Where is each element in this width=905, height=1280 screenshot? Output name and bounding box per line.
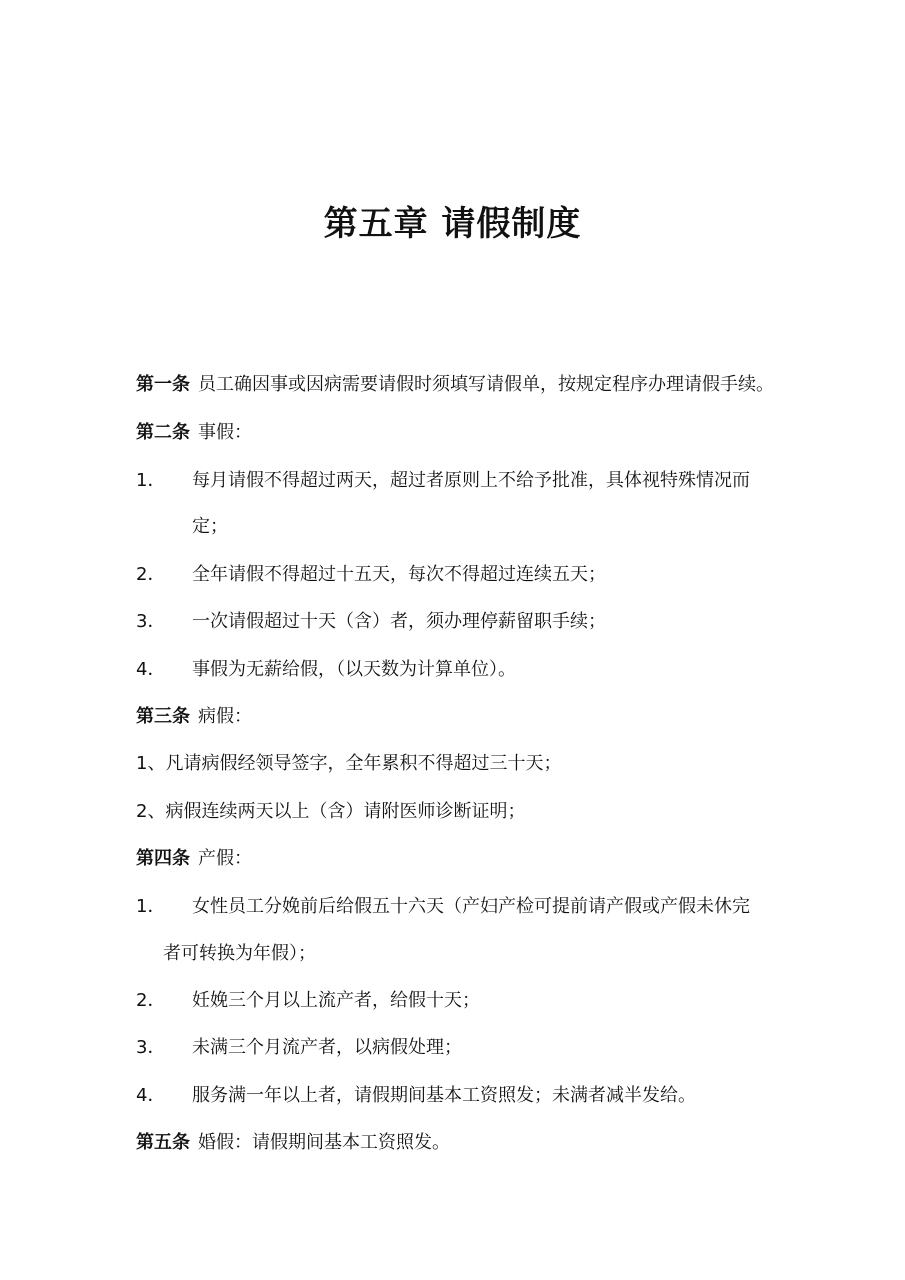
article-2-item-1-continuation: 定； xyxy=(192,516,228,537)
article-4-item-1-number: 1． xyxy=(136,896,166,917)
article-5-text: 婚假：请假期间基本工资照发。 xyxy=(198,1132,450,1153)
article-4-label: 第四条 xyxy=(136,848,190,869)
article-2-item-4-text: 事假为无薪给假，（以天数为计算单位）。 xyxy=(192,659,516,680)
article-2-item-2-text: 全年请假不得超过十五天，每次不得超过连续五天； xyxy=(192,564,606,585)
article-2-item-1-number: 1． xyxy=(136,470,166,491)
article-3-text: 病假： xyxy=(198,706,252,727)
article-2-item-4-number: 4． xyxy=(136,659,166,680)
article-2-item-3-text: 一次请假超过十天（含）者，须办理停薪留职手续； xyxy=(192,611,606,632)
article-4-item-3-number: 3． xyxy=(136,1037,166,1058)
article-2-text: 事假： xyxy=(198,422,252,443)
article-4-item-2-text: 妊娩三个月以上流产者，给假十天； xyxy=(192,990,480,1011)
chapter-title: 第五章 请假制度 xyxy=(323,204,582,244)
article-1-text: 员工确因事或因病需要请假时须填写请假单，按规定程序办理请假手续。 xyxy=(198,374,774,395)
article-2-item-2-number: 2． xyxy=(136,564,166,585)
article-5 xyxy=(136,1131,450,1155)
article-2-item-3-number: 3． xyxy=(136,611,166,632)
article-3-label: 第三条 xyxy=(136,706,190,727)
article-2 xyxy=(136,421,252,445)
article-3-item-2: 2、病假连续两天以上（含）请附医师诊断证明； xyxy=(136,801,526,822)
article-2-label: 第二条 xyxy=(136,422,190,443)
article-4-item-4-text: 服务满一年以上者，请假期间基本工资照发；未满者减半发给。 xyxy=(192,1085,696,1106)
article-4-text: 产假： xyxy=(198,848,252,869)
article-4 xyxy=(136,847,252,871)
article-1 xyxy=(136,373,774,397)
article-4-item-1-text: 女性员工分娩前后给假五十六天（产妇产检可提前请产假或产假未休完 xyxy=(192,896,750,917)
article-1-label: 第一条 xyxy=(136,374,190,395)
article-5-label: 第五条 xyxy=(136,1132,190,1153)
article-4-item-4-number: 4． xyxy=(136,1085,166,1106)
article-4-item-1-continuation: 者可转换为年假）； xyxy=(163,943,316,964)
article-4-item-2-number: 2． xyxy=(136,990,166,1011)
article-3 xyxy=(136,705,252,729)
article-3-item-1: 1、凡请病假经领导签字，全年累积不得超过三十天； xyxy=(136,753,562,774)
article-4-item-3-text: 未满三个月流产者，以病假处理； xyxy=(192,1037,462,1058)
article-2-item-1-text: 每月请假不得超过两天，超过者原则上不给予批准，具体视特殊情况而 xyxy=(192,470,750,491)
